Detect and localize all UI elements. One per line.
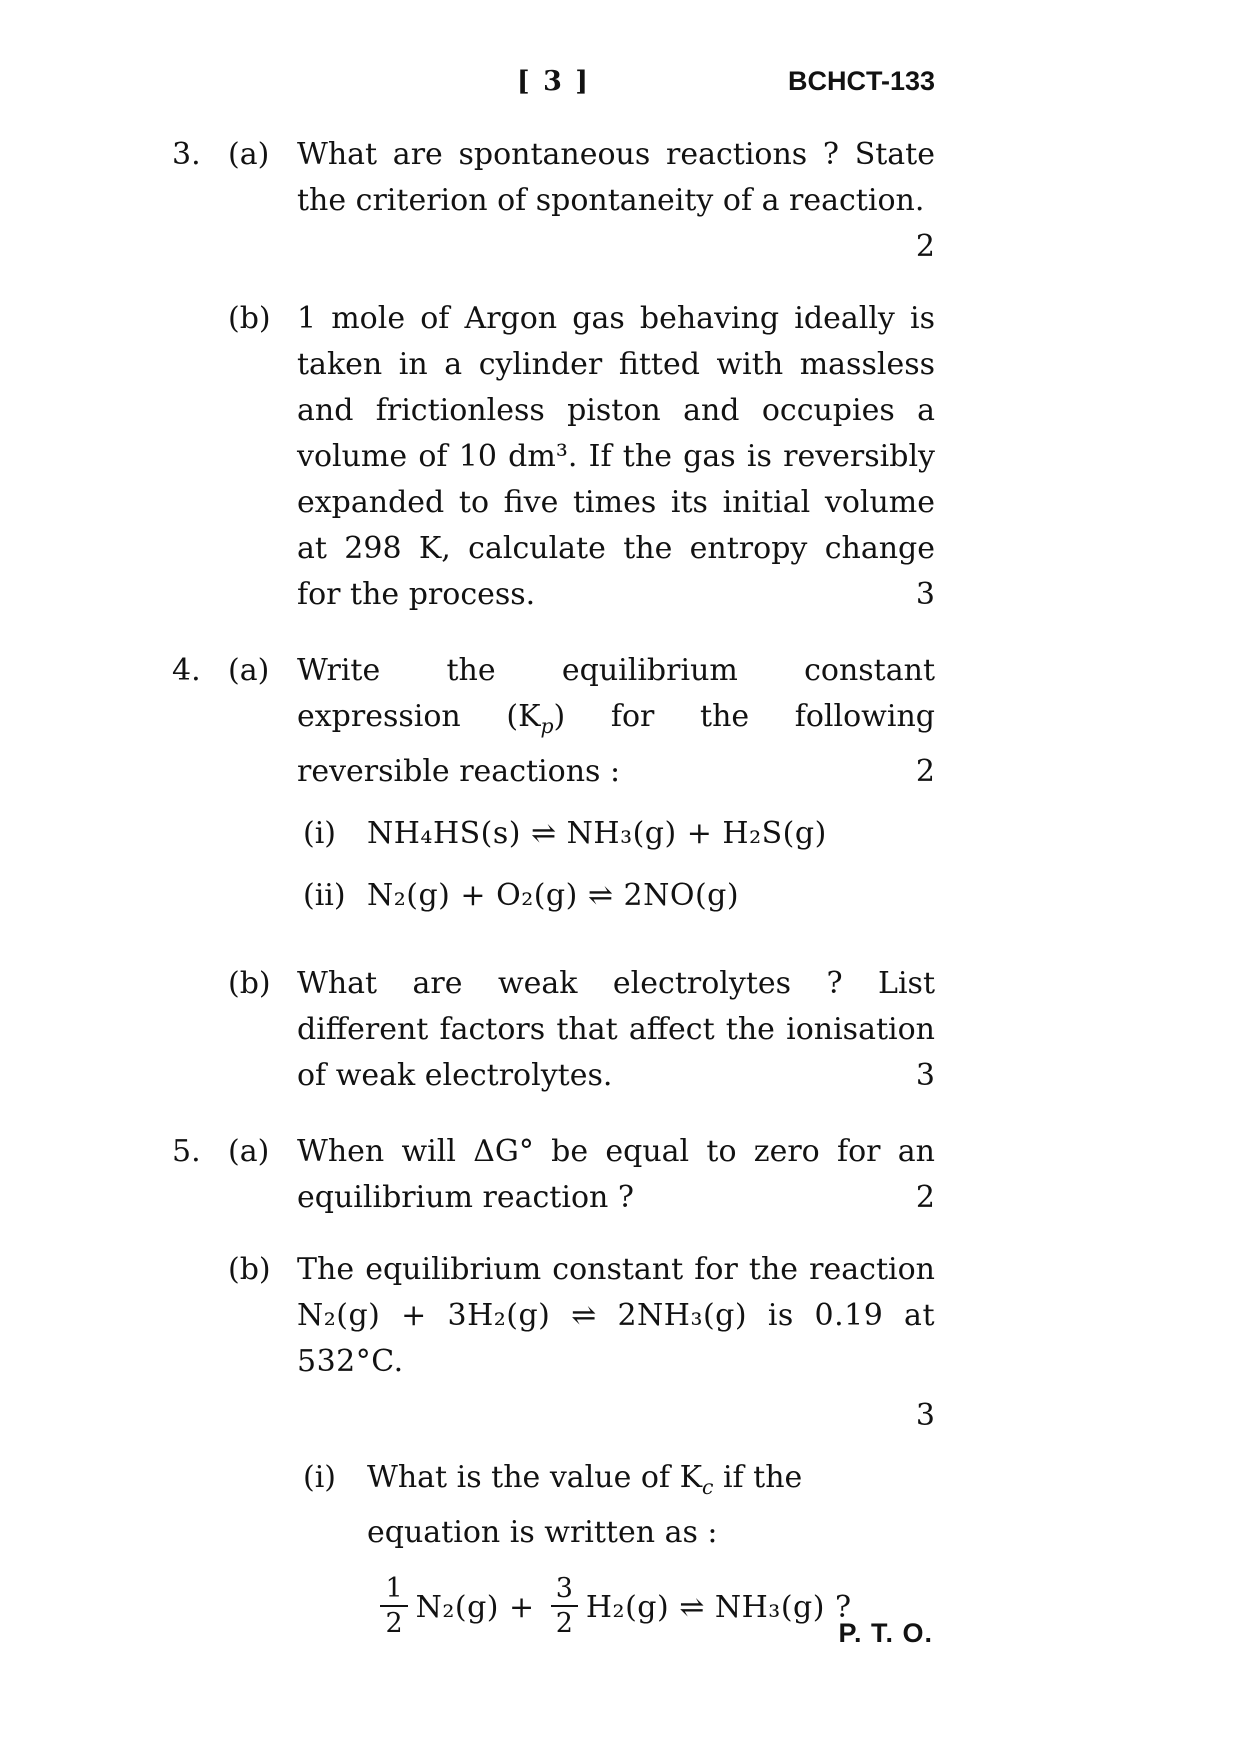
question-4a [172,648,935,935]
question-4a-text-pre: Write the equilibrium constant expression (K [297,653,935,734]
item-ii-label: (ii) [303,878,346,913]
question-4b [172,961,935,1099]
question-4b-text-content: What are weak electrolytes ? List different factors that affect the ionisation of weak electrolytes. [297,966,935,1093]
fraction-three-halves [551,1573,578,1639]
question-3b-text-content: 1 mole of Argon gas behaving ideally is taken in a cylinder fitted with massless and frictionless piston and occupies a volume of 10 dm³. If the gas is reversibly expanded to five times its initial volume at 298 K, calculate the entropy change for the process. [297,301,935,612]
kc-subscript: c [701,1475,714,1499]
question-4a-label: (a) [228,653,270,688]
question-5b-item-i [303,1455,935,1556]
question-3a [172,132,935,270]
question-4a-text-post: ) for the following reversible reactions : [297,699,935,789]
question-4b-number-spacer [172,961,228,1099]
question-5bi-text-post: if the equation is written as : [367,1460,803,1550]
question-5 [172,1129,935,1642]
question-5b-line1: The equilibrium constant for the reaction [297,1252,935,1287]
question-3 [172,132,935,618]
page-footer-pto: P. T. O. [838,1618,933,1648]
question-5a-text-content: When will ΔG° be equal to zero for an equilibrium reaction ? [297,1134,935,1215]
question-3a-marks: 2 [915,229,935,264]
question-3b-number-spacer [172,296,228,618]
fraction-denominator: 2 [385,1608,403,1639]
equation-term-1: N₂(g) + [415,1590,535,1625]
question-4-number: 4. [172,653,201,688]
item-i-text [367,1455,935,1556]
question-3a-text [297,132,935,270]
question-4b-text [297,961,935,1099]
question-4a-item-i [303,811,935,857]
item-ii-formula: N₂(g) + O₂(g) ⇌ 2NO(g) [367,878,740,913]
question-3-number: 3. [172,137,201,172]
kp-subscript: p [540,714,554,738]
question-4a-text [297,648,935,935]
question-4 [172,648,935,1099]
question-5a [172,1129,935,1221]
question-3b-marks: 3 [915,577,935,612]
question-5-number: 5. [172,1134,201,1169]
page-header [172,66,935,108]
question-3a-text-content: What are spontaneous reactions ? State the criterion of spontaneity of a reaction. [297,137,935,218]
item-i-label: (i) [303,1460,337,1495]
question-5bi-text-pre: What is the value of K [367,1460,702,1495]
fraction-one-half [380,1573,407,1639]
question-5b [172,1247,935,1642]
question-5b-text [297,1247,935,1642]
item-i-formula: NH₄HS(s) ⇌ NH₃(g) + H₂S(g) [367,816,827,851]
item-i-label: (i) [303,816,337,851]
question-3b-text [297,296,935,618]
question-3a-label: (a) [228,137,270,172]
question-4a-marks: 2 [915,754,935,789]
question-5b-number-spacer [172,1247,228,1642]
question-4b-label: (b) [228,966,271,1001]
course-code: BCHCT-133 [787,66,935,96]
question-4b-marks: 3 [915,1058,935,1093]
page-number: [ 3 ] [516,66,591,97]
equation-term-2: H₂(g) ⇌ NH₃(g) ? [585,1590,852,1625]
question-3b-label: (b) [228,301,271,336]
question-4a-item-ii [303,873,935,919]
question-5a-marks: 2 [915,1180,935,1215]
question-5b-label: (b) [228,1252,271,1287]
fraction-numerator: 3 [551,1573,578,1607]
question-3b [172,296,935,618]
question-5b-marks: 3 [915,1398,935,1433]
fraction-denominator: 2 [555,1608,573,1639]
question-5a-text [297,1129,935,1221]
question-5b-reaction: N₂(g) + 3H₂(g) ⇌ 2NH₃(g) is 0.19 at 532°C. [297,1298,935,1379]
question-4a-stem [297,648,935,795]
question-5a-label: (a) [228,1134,270,1169]
question-5b-stem [297,1247,935,1385]
fraction-numerator: 1 [380,1573,407,1607]
